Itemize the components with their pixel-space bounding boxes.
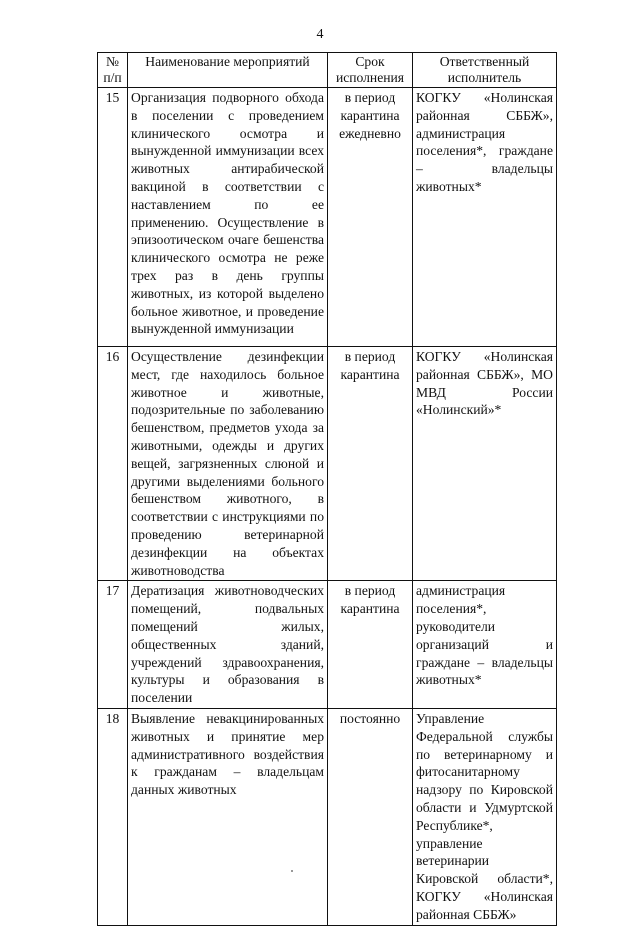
row-responsible: КОГКУ «Нолинская районная СББЖ», МО МВД России «Нолинский»* [413,347,557,581]
header-num: № п/п [98,53,128,88]
row-term: в период карантина ежедневно [328,88,413,347]
row-num: 18 [98,708,128,925]
page-number: 4 [316,27,324,42]
table-header-row [98,53,557,88]
row-measure-name: Организация подворного обхода в поселении с проведением клинического осмотра и вынужденной иммунизации всех животных антирабической вакциной в соответствии с наставлением по ее применению. Осуществление в эпизоотическом очаге бешенства клинического осмотра не реже трех раз в день группы животных, из которой выделено больное животное, и проведение вынужденной иммунизации [128,88,328,347]
row-measure-name: Выявление невакцинированных животных и принятие мер административного воздействия к гражданам – владельцам данных животных [128,708,328,925]
header-name: Наименование мероприятий [128,53,328,88]
row-num: 15 [98,88,128,347]
table-row [98,708,557,925]
row-term: постоянно [328,708,413,925]
row-measure-name: Дератизация животноводческих помещений, подвальных помещений жилых, общественных зданий, учреждений здравоохранения, культуры и образования в поселении [128,581,328,709]
scan-speck [291,870,293,872]
row-measure-name: Осуществление дезинфекции мест, где находилось больное животное и животные, подозрительные по заболеванию бешенством, предметов ухода за животными, одежды и других вещей, загрязненных слюной и другими выделениями больного бешенством животного, в соответствии с инструкциями по проведению ветеринарной дезинфекции на объектах животноводства [128,347,328,581]
row-num: 16 [98,347,128,581]
table-row [98,347,557,581]
header-term: Срок исполнения [328,53,413,88]
row-responsible: администрация поселения*, руководители организаций и граждане – владельцы животных* [413,581,557,709]
row-term: в период карантина [328,347,413,581]
measures-table [97,52,557,926]
row-term: в период карантина [328,581,413,709]
row-responsible: КОГКУ «Нолинская районная СББЖ», администрация поселения*, граждане – владельцы животных* [413,88,557,347]
table-row [98,88,557,347]
table-row [98,581,557,709]
row-responsible: Управление Федеральной службы по ветеринарному и фитосанитарному надзору по Кировской области и Удмуртской Республике*, управление ветеринарии Кировской области*, КОГКУ «Нолинская районная СББЖ» [413,708,557,925]
header-responsible: Ответственный исполнитель [413,53,557,88]
row-num: 17 [98,581,128,709]
